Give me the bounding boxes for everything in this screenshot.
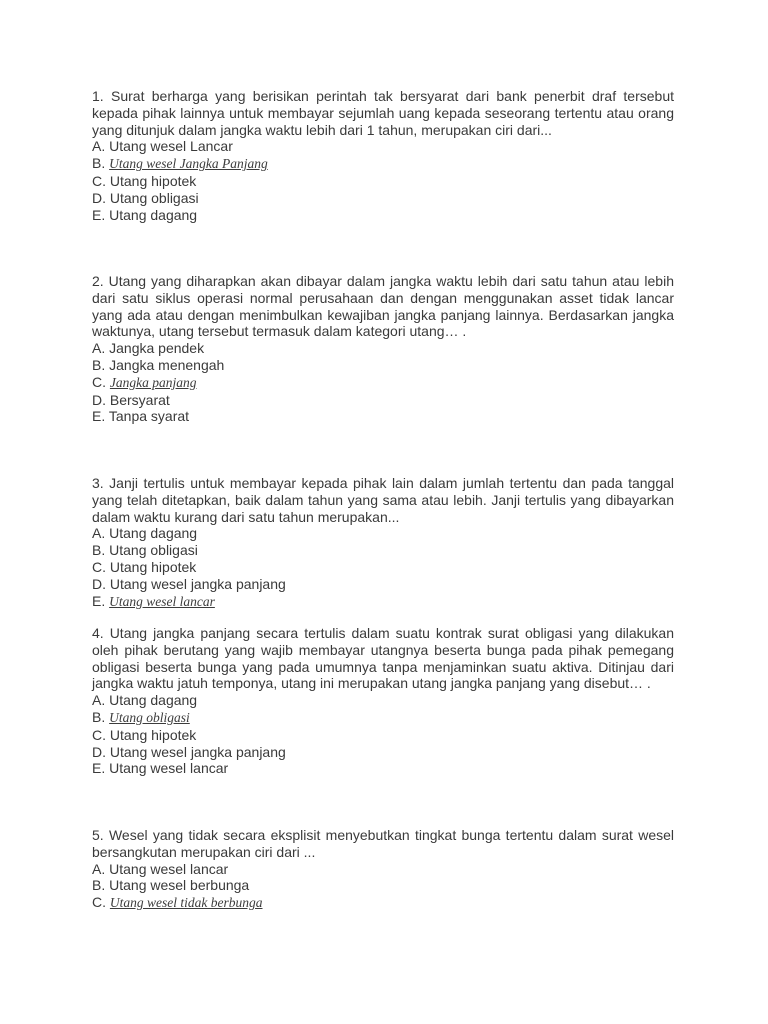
option-letter: B.: [92, 542, 110, 559]
option-text: Utang hipotek: [109, 172, 197, 189]
correct-answer-text: Utang wesel Jangka Panjang: [109, 156, 268, 172]
option-letter: A.: [92, 692, 110, 709]
option-text: Utang obligasi: [109, 189, 199, 206]
option-e: [92, 760, 674, 777]
option-a: [92, 525, 674, 542]
question-5: [92, 827, 674, 912]
option-text: Utang hipotek: [109, 726, 197, 743]
option-text: Bersyarat: [109, 391, 170, 408]
option-list: [92, 340, 674, 425]
question-2: [92, 273, 674, 475]
option-text: Utang wesel lancar: [109, 760, 229, 777]
option-text: Utang wesel lancar: [109, 860, 229, 877]
option-b: [92, 877, 674, 894]
option-text: Utang wesel jangka panjang: [109, 743, 286, 760]
option-d: [92, 576, 674, 593]
option-letter: C.: [92, 726, 110, 743]
option-letter: A.: [92, 525, 110, 542]
option-text: Utang hipotek: [109, 558, 197, 575]
option-text: Tanpa syarat: [108, 408, 190, 425]
option-b: [92, 357, 674, 374]
option-c: [92, 894, 674, 912]
option-text: Utang dagang: [109, 206, 198, 223]
option-list: [92, 692, 674, 777]
option-c: [92, 727, 674, 744]
option-letter: C.: [92, 894, 110, 911]
option-c: [92, 173, 674, 190]
question-text: 1. Surat berharga yang berisikan perintah tak bersyarat dari bank penerbit draf tersebut kepada pihak lainnya untuk membayar sejumlah uang kepada seseorang tertentu atau orang yang ditunjuk dalam jangka waktu lebih dari 1 tahun, merupakan ciri dari...: [92, 88, 674, 138]
option-list: [92, 138, 674, 223]
option-list: [92, 525, 674, 610]
option-letter: D.: [92, 743, 110, 760]
option-list: [92, 861, 674, 912]
option-letter: C.: [92, 172, 110, 189]
option-e: [92, 593, 674, 611]
option-letter: B.: [92, 356, 110, 373]
question-list: [92, 88, 674, 912]
question-text: 5. Wesel yang tidak secara eksplisit menyebutkan tingkat bunga tertentu dalam surat wesel bersangkutan merupakan ciri dari ...: [92, 827, 674, 860]
option-letter: D.: [92, 575, 110, 592]
option-text: Jangka menengah: [109, 356, 225, 373]
option-a: [92, 138, 674, 155]
option-letter: B.: [92, 155, 110, 172]
option-b: [92, 155, 674, 173]
option-text: Jangka pendek: [109, 340, 205, 357]
question-3: [92, 475, 674, 625]
correct-answer-text: Jangka panjang: [109, 374, 197, 390]
option-letter: E.: [92, 760, 110, 777]
correct-answer-text: Utang wesel tidak berbunga: [109, 895, 263, 911]
option-text: Utang wesel berbunga: [109, 877, 250, 894]
question-text: 4. Utang jangka panjang secara tertulis dalam suatu kontrak surat obligasi yang dilakukan oleh pihak berutang yang wajib membayar utangnya beserta bunga pada pihak pemegang obligasi beserta bunga yang pada umumnya tanpa menjaminkan suatu aktiva. Ditinjau dari jangka waktu jatuh temponya, utang ini merupakan utang jangka panjang yang disebut… .: [92, 625, 674, 692]
option-a: [92, 340, 674, 357]
option-a: [92, 692, 674, 709]
option-text: Utang wesel Lancar: [109, 138, 233, 155]
option-letter: C.: [92, 558, 110, 575]
option-e: [92, 207, 674, 224]
option-letter: D.: [92, 391, 110, 408]
option-letter: B.: [92, 708, 110, 725]
option-d: [92, 392, 674, 409]
option-letter: B.: [92, 877, 110, 894]
option-letter: D.: [92, 189, 110, 206]
option-letter: A.: [92, 860, 110, 877]
question-text: 2. Utang yang diharapkan akan dibayar dalam jangka waktu lebih dari satu tahun atau lebih dari satu siklus operasi normal perusahaan dan dengan menggunakan asset tidak lancar yang ada atau dengan menimbulkan kewajiban jangka panjang lainnya. Berdasarkan jangka waktunya, utang tersebut termasuk dalam kategori utang… .: [92, 273, 674, 340]
option-text: Utang dagang: [109, 692, 198, 709]
question-1: [92, 88, 674, 273]
option-a: [92, 861, 674, 878]
option-text: Utang obligasi: [109, 542, 198, 559]
option-b: [92, 709, 674, 727]
option-letter: A.: [92, 138, 110, 155]
option-letter: C.: [92, 373, 110, 390]
question-text: 3. Janji tertulis untuk membayar kepada pihak lain dalam jumlah tertentu dan pada tanggal yang telah ditetapkan, baik dalam tahun yang sama atau lebih. Janji tertulis yang dibayarkan dalam waktu kurang dari satu tahun merupakan...: [92, 475, 674, 525]
option-c: [92, 374, 674, 392]
option-e: [92, 408, 674, 425]
option-b: [92, 542, 674, 559]
option-letter: E.: [92, 592, 110, 609]
option-letter: E.: [92, 408, 109, 425]
option-text: Utang dagang: [109, 525, 198, 542]
correct-answer-text: Utang wesel lancar: [109, 593, 215, 609]
option-d: [92, 190, 674, 207]
option-d: [92, 744, 674, 761]
option-letter: A.: [92, 340, 110, 357]
correct-answer-text: Utang obligasi: [109, 709, 190, 725]
option-c: [92, 559, 674, 576]
question-4: [92, 625, 674, 827]
option-text: Utang wesel jangka panjang: [109, 575, 286, 592]
option-letter: E.: [92, 206, 110, 223]
